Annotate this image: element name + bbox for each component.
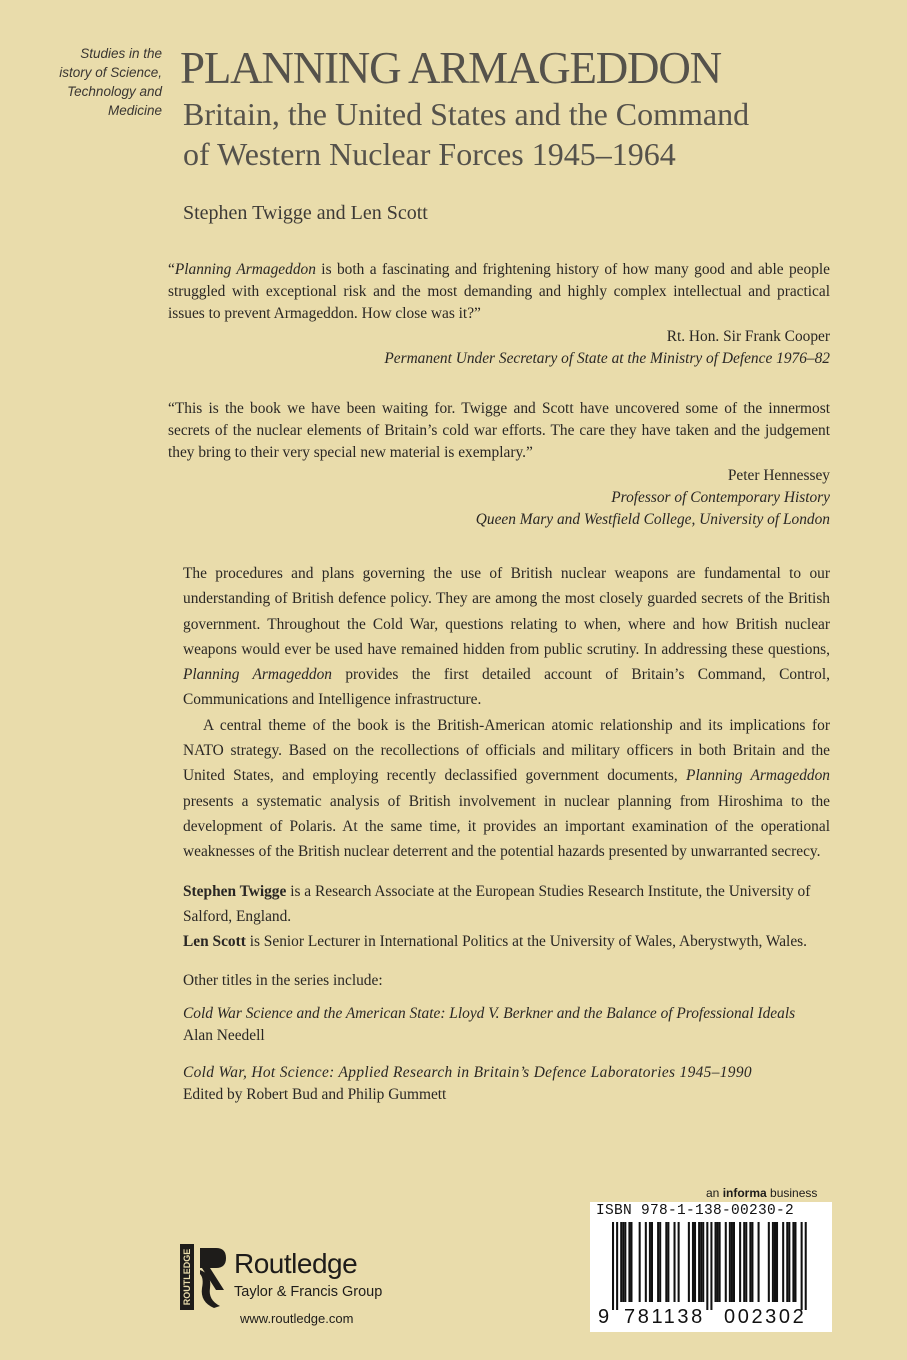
barcode-bar: [651, 1222, 653, 1302]
barcode-bar: [612, 1222, 614, 1310]
quote-body: is both a fascinating and frightening history of how many good and able people struggled with exceptional risk and the most demanding and highly complex intellectual and practical issues to prevent Armageddon. How close was it?”: [168, 261, 830, 323]
series-line: istory of Science,: [59, 65, 162, 80]
series-line: Studies in the: [80, 46, 162, 61]
barcode-bar: [794, 1222, 796, 1302]
barcode-right-digits: 002302: [724, 1306, 807, 1328]
other-title-author: Edited by Robert Bud and Philip Gummett: [183, 1086, 447, 1103]
barcode-bar: [717, 1222, 719, 1302]
other-title: Cold War Science and the American State: Lloyd V. Berkner and the Balance of Professional Ideals: [183, 1005, 796, 1022]
description-italic-title: Planning Armageddon: [686, 767, 830, 785]
barcode-bar: [805, 1222, 807, 1310]
barcode-bar: [788, 1222, 790, 1302]
publisher-website: www.routledge.com: [240, 1311, 354, 1326]
barcode-bar: [719, 1222, 721, 1302]
quote-attribution-role: Permanent Under Secretary of State at the Ministry of Defence 1976–82: [384, 349, 830, 367]
barcode-bar: [628, 1222, 630, 1302]
barcode-bar: [645, 1222, 647, 1302]
description-text: The procedures and plans governing the use of British nuclear weapons are fundamental to our understanding of British defence policy. They are among the most closely guarded secrets of the British government. Throughout the Cold War, questions relating to when, where and how British nuclear weapons would ever be used have remained hidden from public scrutiny. In addressing these questions,: [183, 565, 830, 658]
endorsement-quote: [168, 398, 830, 531]
barcode-bar: [745, 1222, 747, 1302]
book-title: PLANNING ARMAGEDDON: [180, 43, 721, 93]
endorsement-quote: [168, 259, 830, 370]
quote-text: [168, 259, 830, 326]
barcode-bar: [715, 1222, 717, 1302]
barcode-bar: [758, 1222, 760, 1302]
barcode-bar: [782, 1222, 784, 1302]
description-text: presents a systematic analysis of British involvement in nuclear planning from Hiroshima to the development of Polaris. At the same time, it provides an important examination of the operational weaknesses of the British nuclear deterrent and the potential hazards presented by unwarranted secrecy.: [183, 792, 830, 861]
barcode-bar: [739, 1222, 741, 1302]
book-description: [183, 561, 830, 865]
isbn-label: ISBN 978-1-138-00230-2: [596, 1203, 795, 1219]
author-bio-text: is Senior Lecturer in International Politics at the University of Wales, Aberystwyth, Wales.: [245, 933, 807, 950]
quote-body: This is the book we have been waiting for. Twigge and Scott have uncovered some of the innermost secrets of the nuclear elements of Britain’s cold war efforts. The care they have taken and the judgement they bring to their very special new material is exemplary.”: [168, 400, 830, 462]
barcode-left-digits: 781138: [624, 1306, 705, 1328]
book-subtitle: [183, 94, 883, 174]
barcode-bar: [665, 1222, 667, 1302]
barcode-first-digit: 9: [598, 1306, 610, 1328]
description-italic-title: Planning Armageddon: [183, 666, 333, 684]
logo-vertical-mark: ROUTLEDGE: [182, 1248, 192, 1306]
other-title-author: Alan Needell: [183, 1027, 265, 1044]
barcode-bars: [594, 1222, 828, 1310]
book-authors: Stephen Twigge and Len Scott: [183, 202, 428, 224]
quote-attribution-affiliation: Queen Mary and Westfield College, University of London: [475, 510, 830, 528]
barcode-bar: [616, 1222, 618, 1310]
barcode-bar: [649, 1222, 651, 1302]
barcode-bar: [792, 1222, 794, 1302]
quote-open-mark: “: [168, 261, 175, 278]
informa-tagline: [706, 1186, 817, 1200]
author-name: Len Scott: [183, 933, 246, 950]
subtitle-line: Britain, the United States and the Command: [183, 96, 750, 132]
barcode-bar: [768, 1222, 770, 1302]
quote-attribution-name: Peter Hennessey: [727, 466, 830, 484]
series-line: Technology and: [67, 84, 162, 99]
barcode-bar: [624, 1222, 626, 1302]
series-label: [40, 44, 162, 120]
routledge-logo-icon: [180, 1244, 228, 1310]
barcode-bar: [801, 1222, 803, 1310]
barcode-bar: [657, 1222, 659, 1302]
barcode-bar: [688, 1222, 690, 1302]
barcode-bar: [700, 1222, 702, 1302]
tagline-text: an: [706, 1186, 723, 1200]
barcode-bar: [733, 1222, 735, 1302]
series-line: Medicine: [107, 103, 162, 118]
barcode-bar: [694, 1222, 696, 1302]
other-titles: [183, 970, 830, 1106]
tagline-text: business: [766, 1186, 818, 1200]
barcode-bar: [743, 1222, 745, 1302]
barcode-bar: [674, 1222, 676, 1302]
barcode-bar: [772, 1222, 774, 1302]
isbn-barcode: [590, 1202, 832, 1332]
barcode-bar: [702, 1222, 704, 1302]
author-bio-text: is a Research Associate at the European Studies Research Institute, the University of Salford, England.: [183, 883, 811, 925]
barcode-bar: [620, 1222, 622, 1302]
quote-attribution-role: Professor of Contemporary History: [611, 488, 830, 506]
publisher-logo: [234, 1248, 382, 1302]
other-title: Cold War, Hot Science: Applied Research in Britain’s Defence Laboratories 1945–1990: [183, 1064, 752, 1081]
barcode-bar: [667, 1222, 669, 1302]
barcode-bar: [774, 1222, 776, 1302]
barcode-bar: [751, 1222, 753, 1302]
barcode-bar: [725, 1222, 727, 1302]
author-bios: [183, 879, 830, 954]
description-text: provides the first detailed account of Britain’s Command, Control, Communications and Intelligence infrastructure.: [183, 666, 830, 709]
barcode-bar: [786, 1222, 788, 1302]
subtitle-line: of Western Nuclear Forces 1945–1964: [183, 136, 676, 172]
barcode-bar: [749, 1222, 751, 1302]
description-paragraph: [183, 713, 830, 865]
publisher-name: Routledge: [234, 1248, 358, 1279]
author-bio: [183, 929, 830, 954]
quote-attribution-name: Rt. Hon. Sir Frank Cooper: [666, 327, 830, 345]
barcode-bar: [698, 1222, 700, 1302]
description-text: A central theme of the book is the British-American atomic relationship and its implications for NATO strategy. Based on the recollections of officials and military officers in both Britain and the United States, and employing recently declassified government documents,: [183, 716, 830, 785]
barcode-bar: [706, 1222, 708, 1310]
informa-brand: informa: [722, 1186, 767, 1200]
barcode-bar: [692, 1222, 694, 1302]
quote-italic-lead: Planning Armageddon: [174, 261, 316, 278]
barcode-bar: [729, 1222, 731, 1302]
barcode-bar: [622, 1222, 624, 1302]
barcode-bar: [731, 1222, 733, 1302]
publisher-group: Taylor & Francis Group: [234, 1284, 383, 1300]
barcode-bar: [659, 1222, 661, 1302]
quote-text: [168, 398, 830, 465]
description-paragraph: [183, 561, 830, 713]
barcode-bar: [678, 1222, 680, 1302]
barcode-bar: [776, 1222, 778, 1302]
quote-open-mark: “: [168, 400, 175, 417]
barcode-bar: [710, 1222, 712, 1310]
barcode-bar: [639, 1222, 641, 1302]
author-name: Stephen Twigge: [183, 883, 287, 900]
author-bio: [183, 879, 830, 929]
other-titles-heading: Other titles in the series include:: [183, 972, 383, 989]
barcode-bar: [630, 1222, 632, 1302]
